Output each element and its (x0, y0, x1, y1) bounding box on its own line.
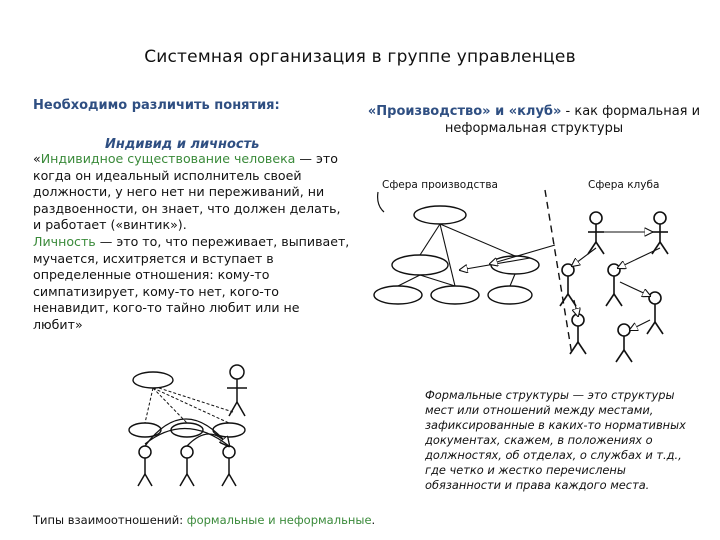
production-pointer (378, 192, 384, 212)
formal-structures-caption: Формальные структуры — это структуры мест или отношений между местами, зафиксированные в каких-то нормативных документах, скажем, в положениях о должностях, об отделах, о службах и т.д., где четко и жестко перечислены обязанности и права каждого места. (425, 388, 686, 492)
footer-suffix: . (371, 513, 376, 527)
label-club-sphere: Сфера клуба (588, 179, 660, 191)
label-production-sphere: Сфера производства (382, 179, 498, 191)
formal-links (145, 388, 233, 423)
right-heading (364, 103, 704, 137)
formal-positions (129, 372, 245, 437)
definition-text (33, 151, 351, 334)
footer-types: формальные и неформальные (186, 513, 372, 527)
production-hierarchy (374, 206, 539, 304)
definition-personality: — это то, что переживает, выпивает, мучается, исхитряется и вступает в определенные отношения: кому-то симпатизирует, кому-то нет, кого-то ненавидит, кого-то тайно любит или не любит» (33, 233, 350, 332)
term-personality: Личность (33, 233, 96, 249)
club-figures (560, 212, 668, 362)
club-links (572, 232, 660, 330)
right-heading-rest: - как формальная и неформальная структуры (444, 104, 701, 136)
footer-prefix: Типы взаимоотношений: (33, 513, 187, 527)
production-club-diagram (360, 170, 700, 365)
definition-individual: — это когда он идеальный исполнитель своей должности, у него нет ни переживаний, ни раздвоенности, он знает, что должен делать, и работает («винтик»). (33, 151, 341, 233)
left-heading: Необходимо различить понятия: (33, 98, 280, 113)
quote-open: « (33, 151, 41, 166)
relations-diagram (125, 352, 275, 500)
right-heading-terms: «Производство» и «клуб» (367, 104, 562, 119)
section-heading: Индивид и личность (105, 137, 260, 152)
term-individual: Индивидное существование человека (40, 151, 296, 166)
relations-footer (33, 513, 375, 527)
slide-title: Системная организация в группе управленцев (144, 47, 576, 67)
